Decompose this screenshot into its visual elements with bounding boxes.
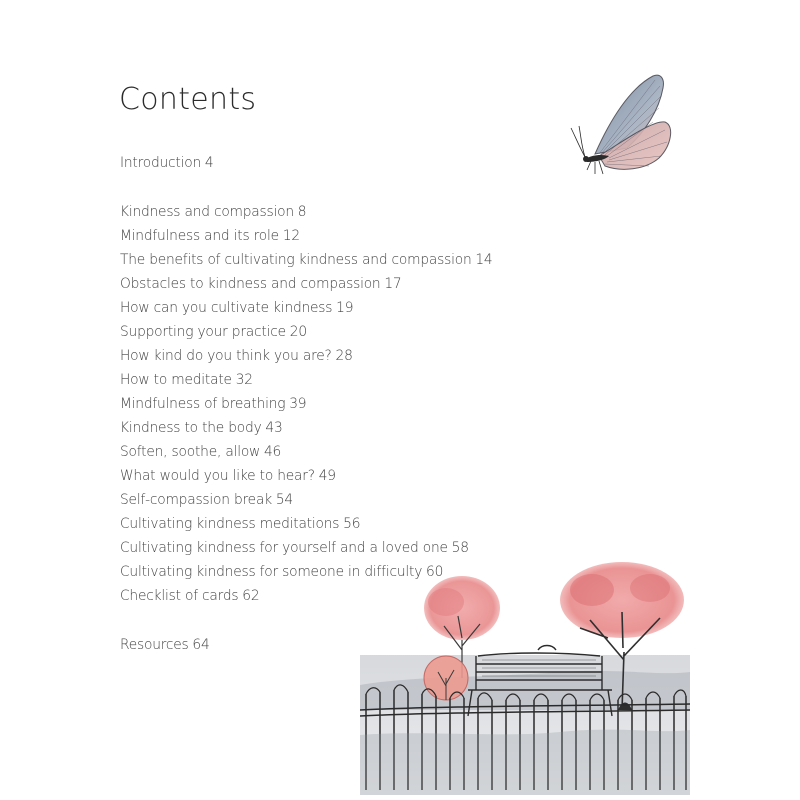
- toc-entry[interactable]: [120, 468, 336, 484]
- toc-entry[interactable]: [120, 372, 253, 388]
- toc-entry-page: 20: [289, 324, 307, 340]
- toc-entry[interactable]: [120, 516, 360, 532]
- toc-entry-label: Resources: [120, 637, 189, 653]
- toc-entry-label: Mindfulness of breathing: [120, 396, 286, 412]
- toc-entry-label: Cultivating kindness for yourself and a loved one: [120, 540, 448, 556]
- toc-entry-label: How kind do you think you are?: [120, 348, 332, 364]
- toc-entry-page: 43: [265, 420, 283, 436]
- butterfly-illustration: [565, 70, 695, 200]
- toc-entry-page: 49: [318, 468, 336, 484]
- toc-entry-label: Cultivating kindness for someone in difficulty: [120, 564, 423, 580]
- toc-entry-page: 12: [282, 228, 300, 244]
- toc-entry[interactable]: [120, 540, 469, 556]
- toc-entry-page: 32: [235, 372, 253, 388]
- toc-entry-label: Cultivating kindness meditations: [120, 516, 340, 532]
- toc-entry-page: 60: [426, 564, 444, 580]
- toc-entry-page: 19: [336, 300, 354, 316]
- page-title: Contents: [119, 82, 257, 117]
- toc-entry[interactable]: [120, 324, 307, 340]
- toc-entry-label: Obstacles to kindness and compassion: [120, 276, 381, 292]
- toc-entry-page: 54: [275, 492, 293, 508]
- toc-entry-label: Mindfulness and its role: [120, 228, 279, 244]
- toc-entry-label: Soften, soothe, allow: [120, 444, 261, 460]
- toc-entry[interactable]: [120, 420, 283, 436]
- toc-entry-page: 56: [343, 516, 361, 532]
- toc-entry[interactable]: [120, 276, 401, 292]
- toc-entry-introduction[interactable]: [120, 155, 213, 171]
- toc-entry-page: 58: [451, 540, 469, 556]
- toc-entry-label: Supporting your practice: [120, 324, 286, 340]
- toc-entry[interactable]: [120, 348, 353, 364]
- toc-entry-label: Kindness to the body: [120, 420, 262, 436]
- toc-entry[interactable]: [120, 204, 306, 220]
- toc-entry-label: Kindness and compassion: [120, 204, 294, 220]
- toc-entry-page: 14: [475, 252, 493, 268]
- toc-entry-label: How can you cultivate kindness: [120, 300, 333, 316]
- toc-entry-page: 17: [384, 276, 402, 292]
- toc-entry-resources[interactable]: [120, 637, 210, 653]
- toc-entry[interactable]: [120, 300, 353, 316]
- toc-entry-page: 62: [242, 588, 260, 604]
- toc-entry-page: 39: [289, 396, 307, 412]
- toc-entry[interactable]: [120, 588, 259, 604]
- toc-entry-label: How to meditate: [120, 372, 232, 388]
- toc-entry[interactable]: [120, 444, 281, 460]
- toc-entry-page: 64: [192, 637, 210, 653]
- toc-entry[interactable]: [120, 228, 300, 244]
- toc-entry-page: 46: [263, 444, 282, 460]
- toc-entry[interactable]: [120, 396, 306, 412]
- toc-entry-label: Checklist of cards: [120, 588, 239, 604]
- toc-entry-label: Self-compassion break: [120, 492, 272, 508]
- toc-entry-label: The benefits of cultivating kindness and compassion: [120, 252, 472, 268]
- toc-entry[interactable]: [120, 492, 293, 508]
- toc-entry-label: What would you like to hear?: [120, 468, 315, 484]
- toc-entry-page: 8: [297, 204, 307, 220]
- toc-entry-page: 4: [204, 155, 214, 171]
- park-bench-illustration: [360, 560, 700, 795]
- toc-entry[interactable]: [120, 252, 492, 268]
- toc-entry-label: Introduction: [120, 155, 202, 171]
- toc-entry-page: 28: [335, 348, 353, 364]
